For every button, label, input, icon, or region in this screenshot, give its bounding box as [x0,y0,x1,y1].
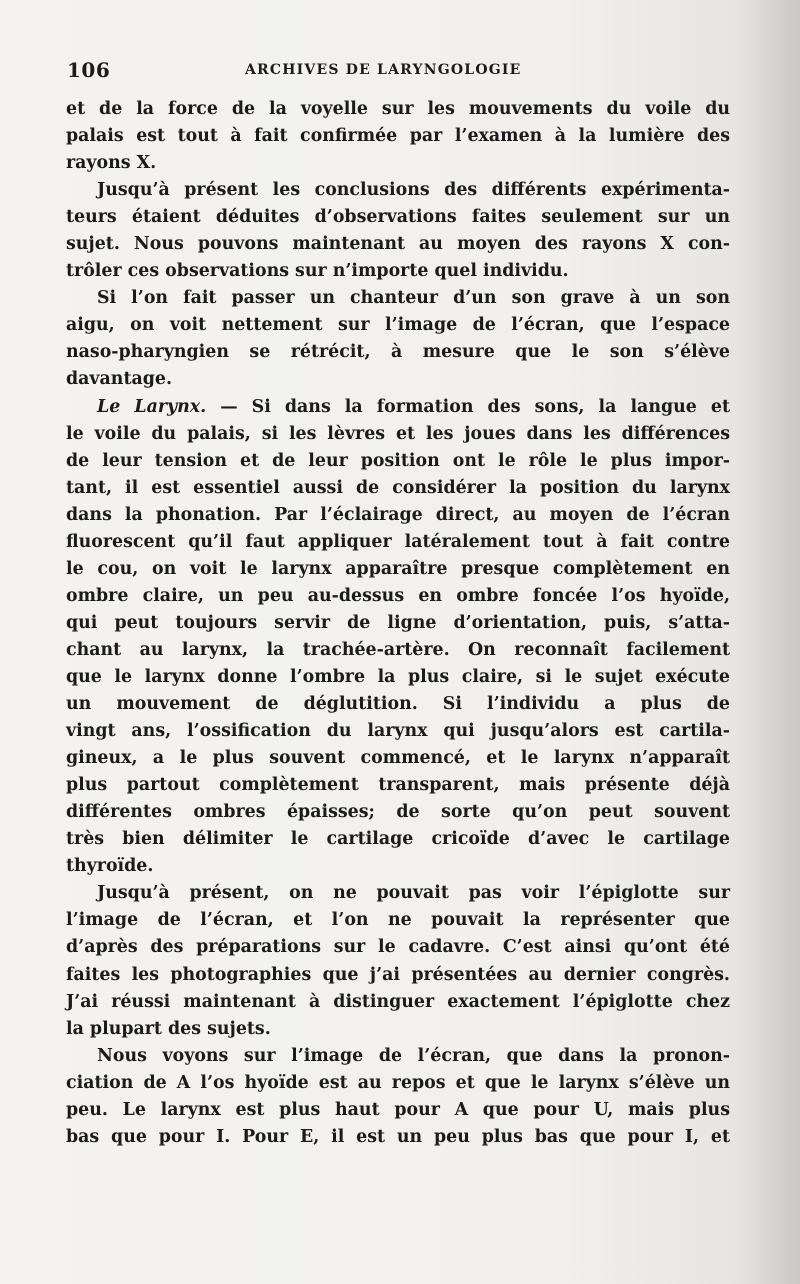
line-text: la plupart des sujets. [66,1018,271,1039]
line-text: davantage. [66,369,173,390]
text-line [66,880,730,907]
text-line [66,285,730,312]
text-line [66,448,730,475]
text-line [66,989,730,1016]
line-text: faites les photographies que j’ai présentées au dernier congrès. [66,964,730,985]
line-text: sujet. Nous pouvons maintenant au moyen des rayons X con- [66,234,730,255]
running-head: ARCHIVES DE LARYNGOLOGIE [245,62,522,78]
line-text: ombre claire, un peu au-dessus en ombre foncée l’os hyoïde, [66,585,730,606]
line-text: palais est tout à fait confirmée par l’examen à la lumière des [66,126,730,147]
line-text: J’ai réussi maintenant à distinguer exactement l’épiglotte chez [66,991,730,1012]
text-line [66,312,730,339]
line-text: plus partout complètement transparent, mais présente déjà [66,775,730,796]
text-line [66,745,730,772]
text-line [66,529,730,556]
line-text: gineux, a le plus souvent commencé, et le larynx n’apparaît [66,748,730,769]
text-line [66,934,730,961]
line-text: peu. Le larynx est plus haut pour A que pour U, mais plus [66,1099,730,1120]
text-line [66,691,730,718]
text-line [66,123,730,150]
line-text: le voile du palais, si les lèvres et les joues dans les différences [66,423,730,444]
line-text: trôler ces observations sur n’importe quel individu. [66,261,569,282]
text-line [66,421,730,448]
text-line [66,1043,730,1070]
text-line [66,502,730,529]
text-line [66,231,730,258]
line-text: l’image de l’écran, et l’on ne pouvait la représenter que [66,910,730,931]
text-line [66,962,730,989]
line-text: rayons X. [66,153,157,174]
text-line [66,366,730,393]
line-text: que le larynx donne l’ombre la plus claire, si le sujet exécute [66,666,730,687]
text-line [66,258,730,285]
line-text: vingt ans, l’ossification du larynx qui jusqu’alors est cartila- [66,721,730,742]
page-header [67,58,727,86]
line-text: différentes ombres épaisses; de sorte qu’on peut souvent [66,802,730,823]
line-text: d’après des préparations sur le cadavre. C’est ainsi qu’ont été [66,937,730,958]
line-text: tant, il est essentiel aussi de considérer la position du larynx [66,477,730,498]
text-line [66,1070,730,1097]
text-line [66,96,730,123]
text-line [66,826,730,853]
line-text: le cou, on voit le larynx apparaître presque complètement en [66,558,730,579]
text-line [66,772,730,799]
text-line [66,799,730,826]
line-text: ciation de A l’os hyoïde est au repos et que le larynx s’élève un [66,1072,730,1093]
section-heading: Le Larynx. [97,396,207,417]
line-text: Jusqu’à présent, on ne pouvait pas voir l’épiglotte sur [97,883,730,904]
text-line [66,718,730,745]
line-text: Jusqu’à présent les conclusions des différents expérimenta- [97,180,730,201]
text-line [66,150,730,177]
text-line [66,339,730,366]
line-text: thyroïde. [66,856,154,877]
text-line [66,204,730,231]
line-text: très bien délimiter le cartilage cricoïde d’avec le cartilage [66,829,730,850]
line-text: un mouvement de déglutition. Si l’individu a plus de [66,694,730,715]
line-text: Nous voyons sur l’image de l’écran, que dans la pronon- [97,1045,730,1066]
line-text: aigu, on voit nettement sur l’image de l’écran, que l’espace [66,315,730,336]
text-line [66,664,730,691]
line-text: teurs étaient déduites d’observations faites seulement sur un [66,207,730,228]
text-line [66,475,730,502]
body-text [66,96,730,1151]
line-text: et de la force de la voyelle sur les mouvements du voile du [66,99,730,119]
text-line [66,394,730,421]
line-text: bas que pour I. Pour E, il est un peu plus bas que pour I, et [66,1126,730,1147]
text-line [66,1124,730,1151]
line-text: fluorescent qu’il faut appliquer latéralement tout à fait contre [66,531,730,552]
line-text: chant au larynx, la trachée-artère. On reconnaît facilement [66,639,730,660]
line-text: Si l’on fait passer un chanteur d’un son grave à un son [97,288,730,309]
text-line [66,610,730,637]
line-text: dans la phonation. Par l’éclairage direct, au moyen de l’écran [66,504,730,525]
text-line [66,907,730,934]
text-line [66,637,730,664]
line-text: — Si dans la formation des sons, la langue et [206,396,730,417]
text-line [66,177,730,204]
text-line [66,1016,730,1043]
text-line [66,1097,730,1124]
page-number: 106 [67,58,111,82]
text-line [66,853,730,880]
text-line [66,583,730,610]
line-text: qui peut toujours servir de ligne d’orientation, puis, s’atta- [66,612,730,633]
line-text: naso-pharyngien se rétrécit, à mesure que le son s’élève [66,342,730,363]
line-text: de leur tension et de leur position ont le rôle le plus impor- [66,450,730,471]
text-line [66,556,730,583]
